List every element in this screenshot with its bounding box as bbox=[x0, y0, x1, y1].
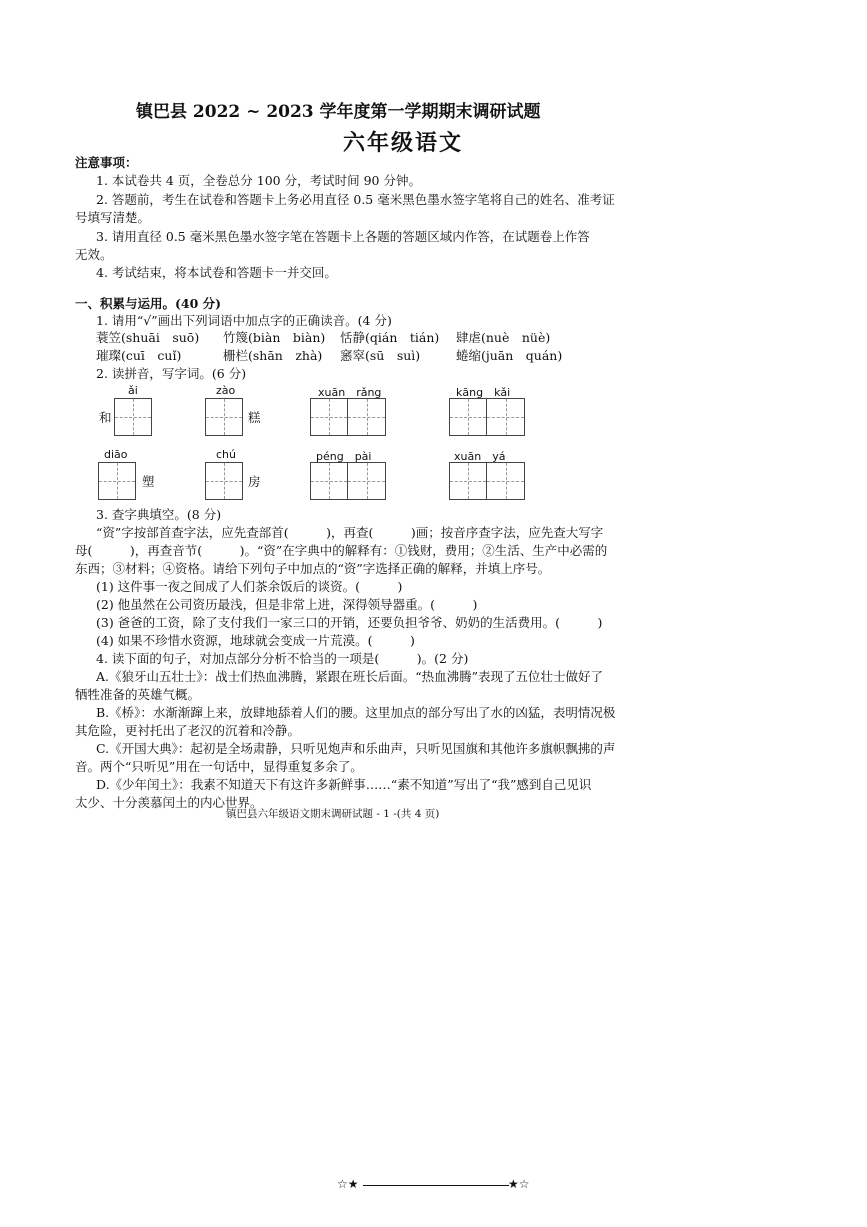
question-text: “资”字按部首查字法，应先查部首( )，再查( )画；按音序查字法，应先查大写字 bbox=[96, 525, 604, 540]
question-stem: 3. 查字典填空。(8 分) bbox=[96, 507, 222, 522]
pinyin-label: péng pài bbox=[316, 450, 372, 463]
exam-title: 镇巴县 2022 ~ 2023 学年度第一学期期末调研试题 bbox=[136, 102, 541, 122]
char-label: 糕 bbox=[248, 410, 261, 425]
option-text: 太少、十分羡慕闰土的内心世界。 bbox=[75, 795, 263, 810]
writing-grid[interactable] bbox=[205, 462, 243, 500]
pinyin-label: xuān rǎng bbox=[318, 386, 382, 399]
notice-item: 4. 考试结束，将本试卷和答题卡一并交回。 bbox=[96, 265, 337, 280]
writing-grid[interactable] bbox=[114, 398, 152, 436]
writing-grid[interactable] bbox=[310, 398, 386, 436]
page-footer: 镇巴县六年级语文期末调研试题 - 1 -(共 4 页) bbox=[226, 808, 440, 820]
writing-grid[interactable] bbox=[449, 462, 525, 500]
option-text: 牺牲准备的英雄气概。 bbox=[75, 687, 201, 702]
question-text: (3) 爸爸的工资，除了支付我们一家三口的开销，还要负担爷爷、奶奶的生活费用。( ) bbox=[96, 615, 603, 630]
pinyin-label: ǎi bbox=[128, 384, 138, 397]
star-decoration-left: ☆★ bbox=[337, 1177, 359, 1191]
pinyin-option: 栅栏(shān zhà) bbox=[223, 348, 323, 363]
pinyin-option: 璀璨(cuī cuǐ) bbox=[96, 348, 182, 363]
question-text: (4) 如果不珍惜水资源，地球就会变成一片荒漠。( ) bbox=[96, 633, 415, 648]
pinyin-label: zào bbox=[216, 384, 236, 397]
subject-title: 六年级语文 bbox=[343, 130, 464, 156]
pinyin-option: 竹篾(biàn biàn) bbox=[223, 330, 326, 345]
pinyin-option: 窸窣(sū suì) bbox=[340, 348, 421, 363]
notice-item: 3. 请用直径 0.5 毫米黑色墨水签字笔在答题卡上各题的答题区域内作答，在试题卷上作答 bbox=[96, 229, 590, 244]
notice-item: 2. 答题前，考生在试卷和答题卡上务必用直径 0.5 毫米黑色墨水签字笔将自己的姓名、准考证 bbox=[96, 192, 615, 207]
divider-line bbox=[363, 1185, 509, 1186]
notice-item: 号填写清楚。 bbox=[75, 210, 151, 225]
pinyin-option: 肆虐(nuè nüè) bbox=[456, 330, 551, 345]
notice-item: 无效。 bbox=[75, 247, 113, 262]
option-text: B.《桥》：水渐渐蹿上来，放肆地舔着人们的腰。这里加点的部分写出了水的凶猛，表明情况极 bbox=[96, 705, 616, 720]
pinyin-option: 蓑笠(shuāi suō) bbox=[96, 330, 200, 345]
star-decoration-right: ★☆ bbox=[508, 1177, 530, 1191]
question-stem: 1. 请用“√”画出下列词语中加点字的正确读音。(4 分) bbox=[96, 313, 392, 328]
pinyin-label: kāng kǎi bbox=[456, 386, 511, 399]
writing-grid[interactable] bbox=[449, 398, 525, 436]
question-text: (2) 他虽然在公司资历最浅，但是非常上进，深得领导器重。( ) bbox=[96, 597, 478, 612]
pinyin-option: 恬静(qián tián) bbox=[340, 330, 440, 345]
question-stem: 4. 读下面的句子，对加点部分分析不恰当的一项是( )。(2 分) bbox=[96, 651, 469, 666]
option-text: D.《少年闰土》：我素不知道天下有这许多新鲜事……“素不知道”写出了“我”感到自己见识 bbox=[96, 777, 592, 792]
section-heading: 一、积累与运用。(40 分) bbox=[75, 296, 222, 311]
question-text: 母( )，再查音节( )。“资”在字典中的解释有：①钱财，费用；②生活、生产中必需的 bbox=[75, 543, 608, 558]
option-text: 其危险，更衬托出了老汉的沉着和冷静。 bbox=[75, 723, 301, 738]
pinyin-label: chú bbox=[216, 448, 236, 461]
writing-grid[interactable] bbox=[98, 462, 136, 500]
pinyin-label: xuān yá bbox=[454, 450, 506, 463]
pinyin-label: diāo bbox=[104, 448, 128, 461]
option-text: 音。两个“只听见”用在一句话中，显得重复多余了。 bbox=[75, 759, 363, 774]
char-label: 塑 bbox=[142, 474, 155, 489]
notice-heading: 注意事项： bbox=[75, 155, 138, 170]
option-text: C.《开国大典》：起初是全场肃静，只听见炮声和乐曲声，只听见国旗和其他许多旗帜飘拂的声 bbox=[96, 741, 616, 756]
char-label: 房 bbox=[248, 474, 261, 489]
question-stem: 2. 读拼音，写字词。(6 分) bbox=[96, 366, 247, 381]
question-text: 东西；③材料；④资格。请给下列句子中加点的“资”字选择正确的解释，并填上序号。 bbox=[75, 561, 551, 576]
char-label: 和 bbox=[99, 410, 112, 425]
writing-grid[interactable] bbox=[310, 462, 386, 500]
pinyin-option: 蜷缩(juān quán) bbox=[456, 348, 563, 363]
notice-item: 1. 本试卷共 4 页，全卷总分 100 分，考试时间 90 分钟。 bbox=[96, 173, 421, 188]
writing-grid[interactable] bbox=[205, 398, 243, 436]
question-text: (1) 这件事一夜之间成了人们茶余饭后的谈资。( ) bbox=[96, 579, 403, 594]
option-text: A.《狼牙山五壮士》：战士们热血沸腾，紧跟在班长后面。“热血沸腾”表现了五位壮士做好了 bbox=[96, 669, 604, 684]
